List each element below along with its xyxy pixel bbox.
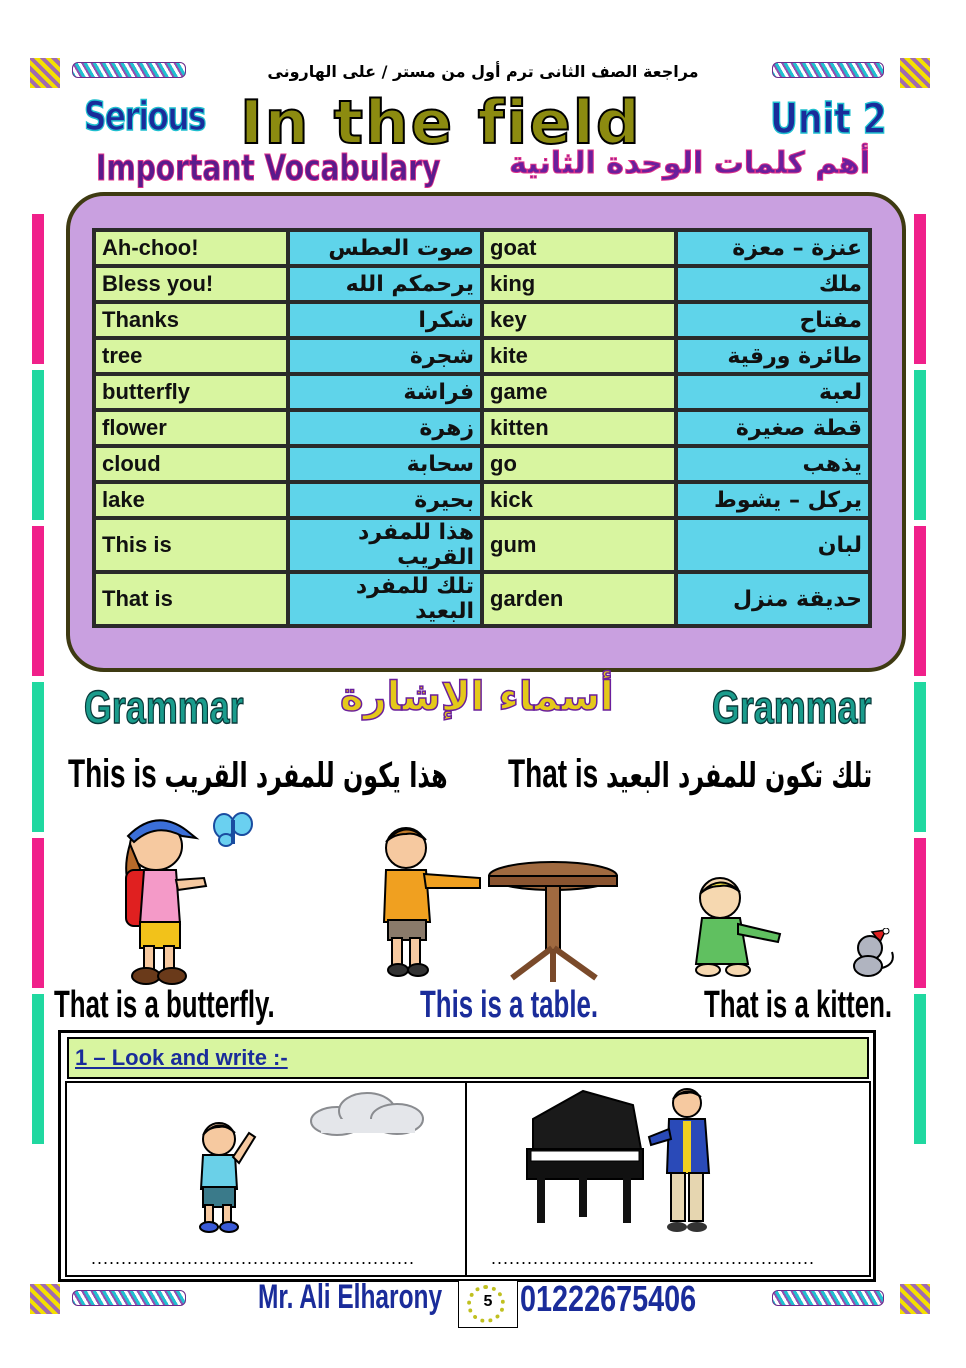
vocab-row — [96, 484, 868, 516]
left-border-segment — [32, 838, 44, 988]
rule-this-arabic: هذا يكون للمفرد القريب — [164, 756, 448, 796]
left-border-segment — [32, 526, 44, 676]
left-border-segment — [32, 994, 44, 1144]
vocab-arabic-2: مفتاح — [678, 304, 868, 336]
vocab-row — [96, 574, 868, 624]
vocab-english-1: Bless you! — [96, 268, 286, 300]
vocab-row — [96, 340, 868, 372]
vocab-english-1: tree — [96, 340, 286, 372]
exercise-title: 1 – Look and write :- — [75, 1045, 288, 1070]
vocab-arabic-2: طائرة ورقية — [678, 340, 868, 372]
author-name: Mr. Ali Elharony — [258, 1278, 443, 1316]
vocab-row — [96, 520, 868, 570]
rule-that-is — [508, 752, 872, 797]
vocab-arabic-1: سحابة — [290, 448, 480, 480]
page-number-badge — [458, 1280, 518, 1328]
corner-decoration-bottom-right — [900, 1284, 930, 1314]
vocab-arabic-2: قطة صغيرة — [678, 412, 868, 444]
vocab-english-2: gum — [484, 520, 674, 570]
vocab-arabic-2: يذهب — [678, 448, 868, 480]
grammar-heading-right: Grammar — [712, 681, 872, 733]
butterfly-icon — [212, 812, 254, 848]
vocab-english-2: kite — [484, 340, 674, 372]
vocab-arabic-1: تلك للمفرد البعيد — [290, 574, 480, 624]
phone-number: 01222675406 — [520, 1278, 697, 1319]
vocab-english-2: key — [484, 304, 674, 336]
table-illustration — [486, 860, 620, 984]
vocab-english-1: lake — [96, 484, 286, 516]
right-border-segment — [914, 526, 926, 676]
rule-that-arabic: تلك تكون للمفرد البعيد — [606, 756, 873, 796]
vocab-english-1: flower — [96, 412, 286, 444]
vocab-row — [96, 232, 868, 264]
vocab-row — [96, 376, 868, 408]
right-border-segment — [914, 214, 926, 364]
vocab-english-2: garden — [484, 574, 674, 624]
vocab-row — [96, 412, 868, 444]
vocab-english-2: kick — [484, 484, 674, 516]
right-border-segment — [914, 370, 926, 520]
demonstratives-heading-arabic: أسماء الإشارة — [340, 674, 614, 720]
cloud-icon — [307, 1089, 427, 1137]
caption-kitten: That is a kitten. — [704, 984, 893, 1026]
bottom-right-border-strip — [772, 1290, 884, 1306]
vocab-english-2: go — [484, 448, 674, 480]
boy-pointing-illustration — [376, 822, 488, 978]
vocabulary-table — [92, 228, 872, 628]
page-title: In the field — [240, 88, 642, 158]
left-border-segment — [32, 214, 44, 364]
rule-this-is — [68, 752, 448, 797]
vocab-english-2: game — [484, 376, 674, 408]
vocab-row — [96, 448, 868, 480]
page-number: 5 — [483, 1293, 493, 1310]
kitten-icon — [846, 928, 900, 980]
vocab-english-1: cloud — [96, 448, 286, 480]
right-border-segment — [914, 838, 926, 988]
vocab-english-2: king — [484, 268, 674, 300]
vocab-arabic-1: يرحمكم الله — [290, 268, 480, 300]
vocab-arabic-1: صوت العطس — [290, 232, 480, 264]
vocab-arabic-2: يركل – يشوط — [678, 484, 868, 516]
vocab-arabic-2: لبان — [678, 520, 868, 570]
piano-illustration — [523, 1089, 647, 1227]
right-border-segment — [914, 994, 926, 1144]
vocab-arabic-2: عنزة – معزة — [678, 232, 868, 264]
vocab-english-2: kitten — [484, 412, 674, 444]
vocab-english-1: butterfly — [96, 376, 286, 408]
serious-label: Serious — [84, 94, 206, 140]
rule-this-english: This is — [68, 752, 157, 796]
exercise-header — [67, 1037, 869, 1079]
vocab-arabic-2: حديقة منزل — [678, 574, 868, 624]
grammar-heading-left: Grammar — [84, 681, 244, 733]
answer-line-1[interactable]: ...................................................... — [91, 1248, 416, 1268]
vocab-arabic-2: لعبة — [678, 376, 868, 408]
vocab-row — [96, 304, 868, 336]
left-border-segment — [32, 370, 44, 520]
vocab-arabic-1: بحيرة — [290, 484, 480, 516]
vocab-english-1: Ah-choo! — [96, 232, 286, 264]
vocab-english-1: Thanks — [96, 304, 286, 336]
corner-decoration-bottom-left — [30, 1284, 60, 1314]
baby-girl-pointing-illustration — [694, 872, 788, 980]
answer-line-2[interactable]: ...................................................... — [491, 1248, 816, 1268]
vocab-arabic-1: شكرا — [290, 304, 480, 336]
vocab-arabic-1: فراشة — [290, 376, 480, 408]
vocab-english-1: That is — [96, 574, 286, 624]
vocab-arabic-1: شجرة — [290, 340, 480, 372]
vocab-arabic-1: زهرة — [290, 412, 480, 444]
girl-pointing-illustration — [100, 808, 220, 986]
vocab-row — [96, 268, 868, 300]
vocab-english-1: This is — [96, 520, 286, 570]
right-border-segment — [914, 682, 926, 832]
exercise-cell-boy-cloud — [65, 1081, 467, 1277]
rule-that-english: That is — [508, 752, 599, 796]
bottom-left-border-strip — [72, 1290, 186, 1306]
unit-label: Unit 2 — [770, 94, 887, 143]
caption-butterfly: That is a butterfly. — [54, 984, 275, 1026]
exercise-cell-piano-man — [465, 1081, 871, 1277]
vocab-heading-english: Important Vocabulary — [96, 148, 441, 189]
man-pointing-illustration — [647, 1085, 721, 1235]
vocab-english-2: goat — [484, 232, 674, 264]
page-header-arabic: مراجعة الصف الثانى ترم أول من مستر / على الهارونى — [267, 62, 699, 81]
left-border-segment — [32, 682, 44, 832]
caption-table: This is a table. — [420, 984, 599, 1026]
vocab-arabic-1: هذا للمفرد القريب — [290, 520, 480, 570]
look-and-write-exercise — [58, 1030, 876, 1282]
vocab-arabic-2: ملك — [678, 268, 868, 300]
boy-pointing-up-illustration — [191, 1117, 261, 1233]
vocab-heading-arabic: أهم كلمات الوحدة الثانية — [509, 146, 870, 181]
